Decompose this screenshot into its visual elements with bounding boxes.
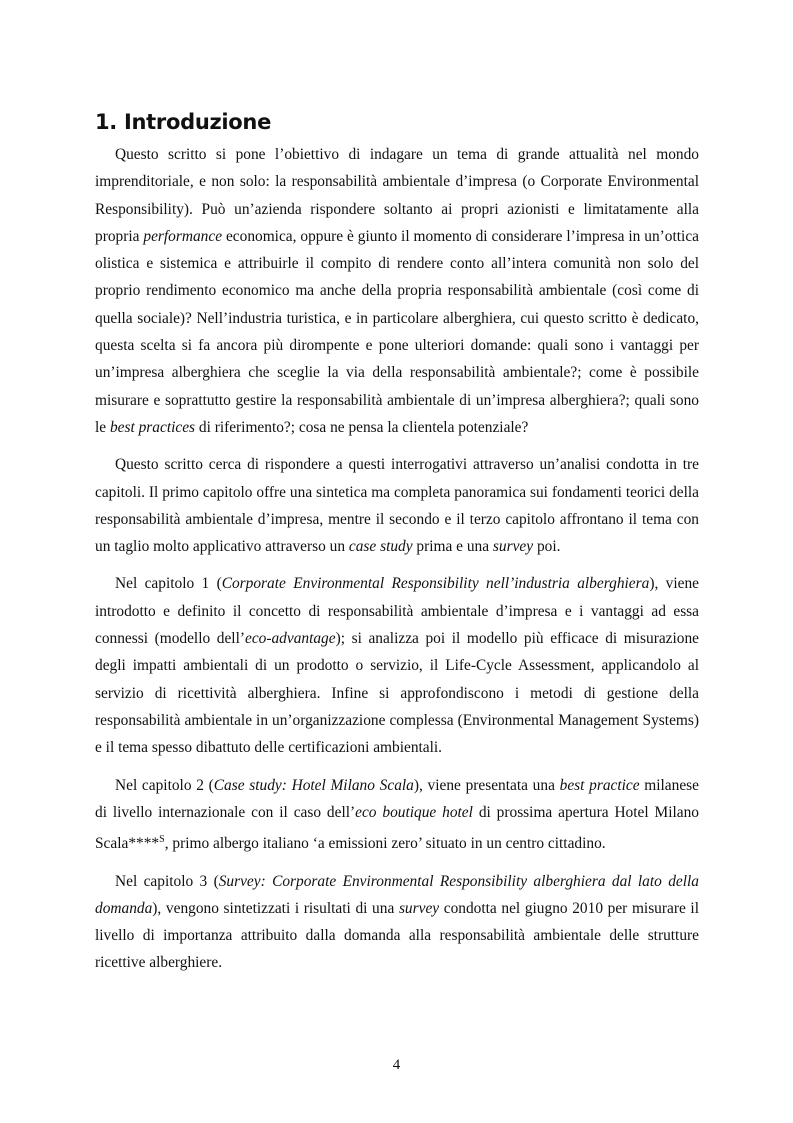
italic-text: eco boutique hotel — [355, 803, 473, 821]
text-run: di prossima apertura Hotel Milano Scala**** — [95, 803, 699, 853]
italic-text: eco-advantage — [244, 630, 336, 648]
italic-text: performance — [143, 227, 223, 245]
italic-text: survey — [398, 899, 440, 917]
text-run: economica, oppure è giunto il momento di considerare l’impresa in un’ottica olistica e sistemica e attribuirle il compito di rendere conto all’intera comunità non solo del proprio rendimento economico ma anche della propria responsabilità ambientale (così come di quella sociale)? Nell’industria turistica, e in particolare alberghiera, cui questo scritto è dedicato, questa scelta si fa ancora più dirompente e pone ulteriori domande: quali sono i vantaggi per un’impresa alberghiera che sceglie la via della responsabilità ambientale?; come è possibile misurare e soprattutto gestire la responsabilità ambientale di un’impresa alberghiera?; quali sono le — [95, 227, 699, 436]
text-run: Nel capitolo 3 ( — [115, 872, 219, 890]
superscript-text: S — [159, 834, 165, 846]
paragraph-1 — [95, 141, 699, 441]
text-run: ), viene presentata una — [413, 776, 560, 794]
text-run: Questo scritto cerca di rispondere a questi interrogativi attraverso un’analisi condotta in tre capitoli. Il primo capitolo offre una sintetica ma completa panoramica sui fondamenti teorici della responsabilità ambientale d’impresa, mentre il secondo e il terzo capitolo affrontano il tema con un taglio molto applicativo attraverso un — [95, 456, 699, 556]
italic-text: best practice — [559, 776, 640, 794]
text-run: di riferimento?; cosa ne pensa la clientela potenziale? — [195, 418, 529, 436]
paragraph-3 — [95, 570, 699, 761]
paragraph-5 — [95, 868, 699, 977]
text-run: poi. — [533, 538, 561, 556]
text-run: , primo albergo italiano ‘a emissioni zero’ situato in un centro cittadino. — [164, 835, 606, 853]
text-run: prima e una — [412, 538, 493, 556]
italic-text: Case study: Hotel Milano Scala — [213, 776, 414, 794]
italic-text: Survey: Corporate Environmental Responsibility alberghiera dal lato della domanda — [95, 872, 699, 917]
section-heading: 1. Introduzione — [95, 110, 272, 134]
text-run: milanese di livello internazionale con il caso dell’ — [95, 776, 699, 821]
body-text — [95, 141, 699, 987]
text-run: Nel capitolo 1 ( — [115, 575, 222, 593]
text-run: Nel capitolo 2 ( — [115, 776, 214, 794]
text-run: ); si analizza poi il modello più efficace di misurazione degli impatti ambientali di un prodotto o servizio, il Life-Cycle Assessment, applicandolo al servizio di ricettività alberghiera. Infine si approfondiscono i metodi di gestione della responsabilità ambientale in un’organizzazione complessa (Environmental Management Systems) e il tema spesso dibattuto delle certificazioni ambientali. — [95, 630, 699, 757]
italic-text: case study — [348, 538, 413, 556]
text-run: ), vengono sintetizzati i risultati di una — [152, 899, 399, 917]
italic-text: survey — [492, 538, 534, 556]
italic-text: Corporate Environmental Responsibility nell’industria alberghiera — [221, 575, 650, 593]
text-run: Questo scritto si pone l’obiettivo di indagare un tema di grande attualità nel mondo imprenditoriale, e non solo: la responsabilità ambientale d’impresa (o Corporate Environmental Responsibility). Può un’azienda rispondere soltanto ai propri azionisti e limitatamente alla propria — [95, 146, 699, 245]
text-run: condotta nel giugno 2010 per misurare il livello di importanza attribuito dalla domanda alla responsabilità ambientale delle strutture ricettive alberghiere. — [95, 899, 699, 972]
italic-text: best practices — [109, 418, 196, 436]
text-run: ), viene introdotto e definito il concetto di responsabilità ambientale d’impresa e i vantaggi ad essa connessi (modello dell’ — [95, 575, 699, 648]
page-number: 4 — [392, 1057, 401, 1073]
paragraph-2 — [95, 451, 699, 560]
paragraph-4 — [95, 772, 699, 858]
